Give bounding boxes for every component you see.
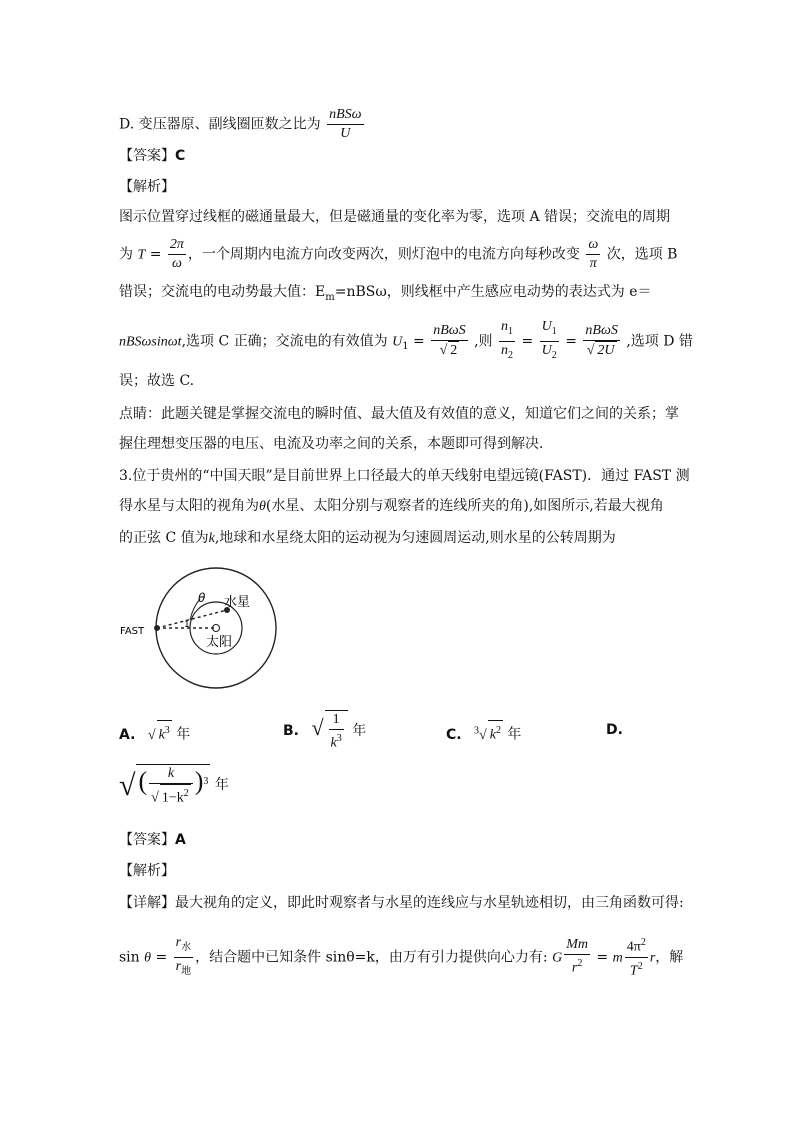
orbit-diagram [118,565,288,695]
q2-analysis-line-4: nBSωsinωt,选项 C 正确；交流电的有效值为 $U_1$ = $\frac{\text{nBωS}}{√ 2}$ ,则 $\frac{n_1}{n_2}$ = $\frac{U_1}{U_2}$ = $\frac{\text{nBωS}}{√ 2U}$ ,选项 D 错 [119,318,693,365]
fast-label: FAST [120,626,145,637]
q2-answer: 【答案】C [119,148,186,164]
fraction: $\frac{\text{nBSω}}{U}$ [329,107,362,141]
q3-stem-2: 得水星与太阳的视角为θ(水星、太阳分别与观察者的连线所夹的角),如图所示,若最大视角 [119,498,664,514]
q3-option-d-expr: √ ( $\frac{k}{√ 1-k^2}$ )$^3$ 年 [119,766,229,806]
q2-analysis-line-5: 误；故选 C. [119,373,195,389]
q3-detail-2: sin θ = $\frac{r_水}{r_地}$ ，结合题中已知条件 sinθ=k，由万有引力提供向心力有: G $\frac{Mm}{r^2}$ = m $\frac{4\pi^2}{T^2}$ r，解 [119,934,683,981]
q2-analysis-label: 【解析】 [119,179,175,195]
q3-answer: 【答案】A [119,832,186,848]
fraction: $\frac{\text{nBωS}}{√ 2}$ [433,323,466,359]
earth-orbit [156,568,276,688]
q2-analysis-line-3: 错误；交流电的电动势最大值：$E_m=nBS\omega$，则线框中产生感应电动势的表达式为 e＝ [119,284,652,303]
q2-comment-2: 握住理想变压器的电压、电流及功率之间的关系，本题即可得到解决． [119,436,553,452]
fraction: $\frac{Mm}{r^2}$ [566,937,588,977]
q3-analysis-label: 【解析】 [119,863,175,879]
q2-analysis-line-2: 为 T = $\frac{2\pi}{\omega}$ ，一个周期内电流方向改变两次，则灯泡中的电流方向每秒改变 $\frac{\omega}{\pi}$ 次，选项 B [119,237,678,271]
theta-label: θ [198,591,206,605]
fraction: $\frac{\text{nBωS}}{√ 2U}$ [585,323,618,359]
q3-stem-1: 3.位于贵州的“中国天眼”是目前世界上口径最大的单天线射电望远镜(FAST)．通过 FAST 测 [119,468,690,484]
fraction: $\frac{\omega}{\pi}$ [588,237,599,271]
q3-option-d: D. [606,722,623,738]
q2-analysis-line-1: 图示位置穿过线框的磁通量最大，但是磁通量的变化率为零，选项 A 错误；交流电的周期 [119,209,671,225]
mercury-label: 水星 [224,595,251,610]
angle-mark: 1 [184,620,190,630]
q3-option-b: B. √ $\frac{1}{k^3}$ 年 [283,712,367,751]
fraction: $\frac{2\pi}{\omega}$ [169,237,184,271]
q3-option-c: C. $^3$√ $k^2$ 年 [446,720,521,746]
fraction: $\frac{r_水}{r_地}$ [175,935,192,977]
q2-comment-1: 点睛：此题关键是掌握交流电的瞬时值、最大值及有效值的意义，知道它们之间的关系；掌 [119,406,679,422]
sun-label: 太阳 [206,635,233,650]
fraction: $\frac{U_1}{U_2}$ [541,319,557,361]
q3-option-a: A. √ $k^3$ 年 [119,720,190,746]
fraction: $\frac{4\pi^2}{T^2}$ [625,934,648,980]
q2-option-d: D. 变压器原、副线圈匝数之比为 $\frac{\text{nBSω}}{U}$ [119,107,362,141]
q3-stem-3: 的正弦 C 值为k,地球和水星绕太阳的运动视为匀速圆周运动,则水星的公转周期为 [119,530,616,546]
q3-detail-1: 【详解】最大视角的定义，即此时观察者与水星的连线应与水星轨迹相切，由三角函数可得: [119,895,684,911]
fraction: $\frac{n_1}{n_2}$ [501,319,514,361]
